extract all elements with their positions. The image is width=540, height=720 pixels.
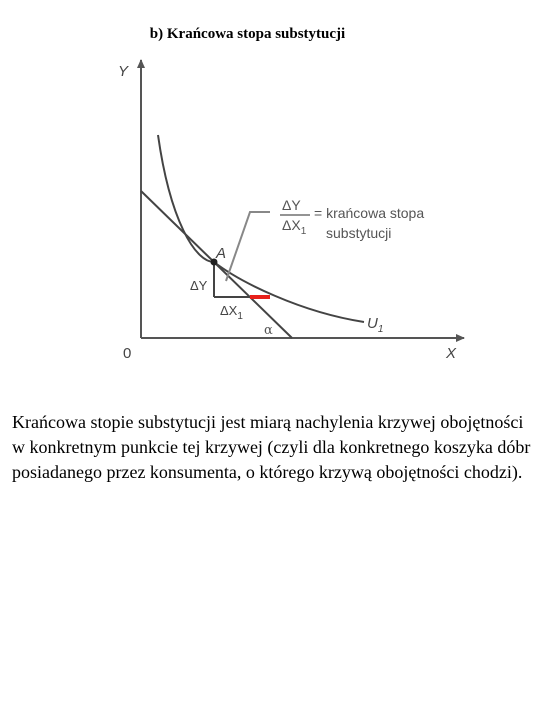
delta-y-label: ΔY [190, 278, 208, 293]
diagram-title: b) Krańcowa stopa substytucji [149, 26, 346, 42]
curve-label: $U_1$ [367, 315, 384, 335]
x-axis-label: X [446, 345, 457, 362]
annotation-text: = krańcowa stopa [314, 205, 425, 221]
origin-label: 0 [123, 345, 132, 362]
angle-label: α [264, 323, 273, 338]
fraction-numerator: ΔY [282, 197, 301, 213]
explanation-paragraph: Krańcowa stopie substytucji jest miarą nachylenia krzywej obojętności w konkretnym punkcie tej krzywej (czyli dla konkretnego koszyka dóbr posiadanego przez konsumenta, o którego krzywą obojętności chodzi). [12, 412, 531, 482]
y-axis-label: Y [118, 63, 129, 80]
point-a-label: A [216, 245, 227, 262]
annotation-text-line2: substytucji [326, 225, 392, 241]
annotation-leader [226, 212, 270, 281]
fraction-denominator: $\Delta X_1$ [282, 217, 307, 237]
tangent-line [141, 191, 292, 338]
delta-x-label: $\Delta X_1$ [220, 303, 243, 322]
